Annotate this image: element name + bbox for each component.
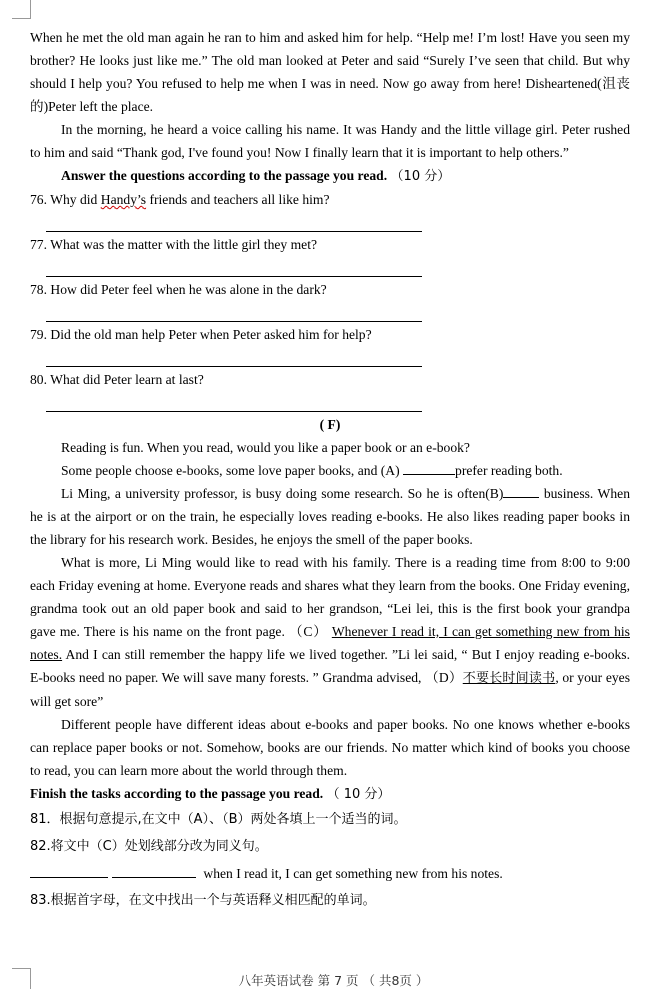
question-81: 81．根据句意提示,在文中（A）、（B）两处各填上一个适当的词。 [30,812,407,827]
passage-f-paragraph-5: Different people have different ideas about e-books and paper books. No one knows whether e-books can replace paper books or not. Somehow, books are our friends. No matter which kind of books you choose to read, you can learn more about the world through them. [30,717,630,778]
blank-a[interactable] [403,461,455,475]
question-78: 78. How did Peter feel when he was alone in the dark? [30,282,327,297]
answer-line-80[interactable] [30,391,630,413]
blank-82-2[interactable] [112,864,196,878]
question-77: 77. What was the matter with the little girl they met? [30,237,318,252]
passage-f-heading: ( F) [319,417,341,432]
passage-e-paragraph-1: When he met the old man again he ran to him and asked him for help. “Help me! I’m lost! Have you seen my brother? He looks just like me.” The old man looked at Peter and said “Surely I’ve seen that child. But why should I help you? You refused to help me when I was in need. Now go away from here! Disheartened(沮丧的)Peter left the place. [30,30,630,114]
question-79: 79. Did the old man help Peter when Peter asked him for help? [30,327,372,342]
passage-f-paragraph-3: Li Ming, a university professor, is busy doing some research. So he is often(B) business. When he is at the airport or on the train, he especially loves reading e-books. He also likes reading paper books in the library for his research work. Besides, he enjoys the smell of the paper books. [30,486,630,547]
answer-line-78[interactable] [30,301,630,323]
passage-f-paragraph-2: Some people choose e-books, some love paper books, and (A) prefer reading both. [61,463,563,478]
misspelled-word: Handy’s [100,192,147,207]
answer-line-79[interactable] [30,346,630,368]
document-body [30,26,630,914]
passage-f-paragraph-4: What is more, Li Ming would like to read with his family. There is a reading time from 8:00 to 9:00 each Friday evening at home. Everyone reads and shares what they learn from the books. One Friday evening, grandma took out an old paper book and said to her grandson, “Lei lei, this is the first book your grandpa gave me. There is his name on the front page. （C） Whenever I read it, I can get something new from his notes. And I can still remember the happy life we lived together. ”Li lei said, “ But I enjoy reading e-books. E-books need no paper. We will save many forests. ” Grandma advised, （D）不要长时间读书, or your eyes will get sore” [30,555,630,709]
question-76: 76. Why did Handy’s friends and teachers all like him? [30,192,330,207]
question-82: 82.将文中（C）处划线部分改为同义句。 [30,839,268,854]
page-corner-mark-top [12,0,31,19]
blank-b[interactable] [503,484,539,498]
underlined-sentence-c: Whenever I read it, I can get something new from his notes. [30,624,630,662]
question-82-sentence: when I read it, I can get something new from his notes. [30,860,630,887]
section-f-instruction: Finish the tasks according to the passage you read. （ 10 分） [30,786,391,802]
page-footer: 八年英语试卷 第 7 页 （ 共8页 ） [238,973,429,988]
answer-line-76[interactable] [30,211,630,233]
question-80: 80. What did Peter learn at last? [30,372,204,387]
underlined-phrase-d: 不要长时间读书 [462,671,556,686]
passage-f-paragraph-1: Reading is fun. When you read, would you like a paper book or an e-book? [61,440,470,455]
blank-82-1[interactable] [30,864,108,878]
section-e-instruction: Answer the questions according to the passage you read. （10 分） [61,168,451,184]
answer-line-77[interactable] [30,256,630,278]
passage-e-paragraph-2: In the morning, he heard a voice calling his name. It was Handy and the little village girl. Peter rushed to him and said “Thank god, I've found you! Now I finally learn that it is important to help others.” [30,122,630,160]
question-83: 83.根据首字母，在文中找出一个与英语释义相匹配的单词。 [30,893,376,908]
